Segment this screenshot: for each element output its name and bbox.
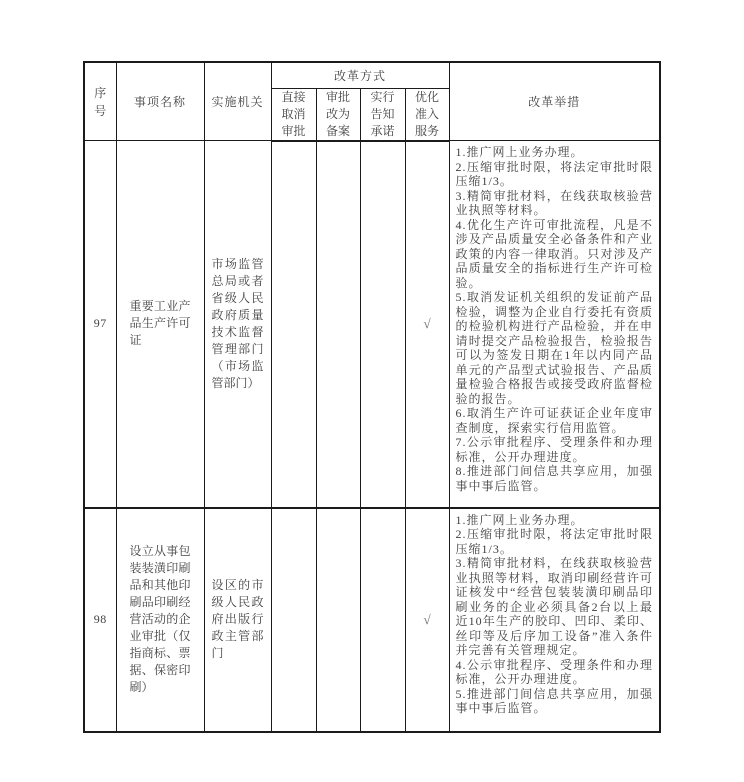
measure-item: 5.推进部门间信息共享应用，加强事中事后监管。 bbox=[455, 686, 654, 715]
header-method-optimize-access: 优化准入服务 bbox=[405, 88, 449, 141]
header-method-to-filing: 审批改为备案 bbox=[316, 88, 360, 141]
measure-item: 2.压缩审批时限，将法定审批时限压缩1/3。 bbox=[455, 527, 654, 556]
header-method-notify-commit: 实行告知承诺 bbox=[360, 88, 405, 141]
header-serial: 序号 bbox=[84, 62, 116, 141]
header-method-direct-cancel: 直接取消审批 bbox=[271, 88, 316, 141]
measure-item: 4.公示审批程序、受理条件和办理标准，公开办理进度。 bbox=[455, 657, 654, 686]
measure-item: 8.推进部门间信息共享应用，加强事中事后监管。 bbox=[455, 464, 654, 493]
table-body bbox=[84, 141, 660, 732]
method-mark-notify-commit bbox=[360, 141, 405, 508]
item-name-cell: 重要工业产品生产许可证 bbox=[116, 141, 204, 508]
header-agency: 实施机关 bbox=[204, 62, 271, 141]
reform-items-table bbox=[83, 61, 661, 733]
method-mark-notify-commit bbox=[360, 508, 405, 732]
measure-item: 4.优化生产许可审批流程，凡是不涉及产品质量安全必备条件和产业政策的内容一律取消。只对涉及产品质量安全的指标进行生产许可检验。 bbox=[455, 217, 654, 290]
method-mark-to-filing bbox=[316, 141, 360, 508]
method-mark-optimize-access checkmark: √ bbox=[405, 508, 449, 732]
header-reform-method-group: 改革方式 bbox=[271, 62, 449, 88]
measure-item: 3.精简审批材料，在线获取核验营业执照等材料。 bbox=[455, 188, 654, 217]
measure-item: 1.推广网上业务办理。 bbox=[455, 512, 584, 527]
serial-cell: 98 bbox=[84, 508, 116, 732]
measure-item: 5.取消发证机关组织的发证前产品检验，调整为企业自行委托有资质的检验机构进行产品检验，并在申请时提交产品检验报告，检验报告可以为签发日期在1年以内同产品单元的产品型式试验报告、产品质量检验合格报告或接受政府监督检验的报告。 bbox=[455, 290, 654, 406]
measure-item: 3.精简审批材料，在线获取核验营业执照等材料，取消印刷经营许可证核发中“经营包装装潢印刷品印刷业务的企业必须具备2台以上最近10年生产的胶印、凹印、柔印、丝印等及后序加工设备”准入条件并完善有关管理规定。 bbox=[455, 556, 654, 657]
method-mark-direct-cancel bbox=[271, 508, 316, 732]
method-mark-to-filing bbox=[316, 508, 360, 732]
method-mark-direct-cancel bbox=[271, 141, 316, 508]
measure-item: 7.公示审批程序、受理条件和办理标准，公开办理进度。 bbox=[455, 435, 654, 464]
header-measures: 改革举措 bbox=[449, 62, 660, 141]
method-mark-optimize-access checkmark: √ bbox=[405, 141, 449, 508]
measures-cell bbox=[449, 141, 660, 508]
serial-cell: 97 bbox=[84, 141, 116, 508]
measures-cell bbox=[449, 508, 660, 732]
header-row-group bbox=[84, 62, 660, 88]
table-row-97 bbox=[84, 141, 660, 508]
measure-item: 2.压缩审批时限，将法定审批时限压缩1/3。 bbox=[455, 159, 654, 188]
agency-cell: 设区的市级人民政府出版行政主管部门 bbox=[204, 508, 271, 732]
measure-item: 6.取消生产许可证获证企业年度审查制度，探索实行信用监管。 bbox=[455, 406, 654, 435]
table-header bbox=[84, 62, 660, 141]
agency-cell: 市场监管总局或者省级人民政府质量技术监督管理部门（市场监管部门） bbox=[204, 141, 271, 508]
item-name-cell: 设立从事包装装潢印刷品和其他印刷品印刷经营活动的企业审批（仅指商标、票据、保密印刷） bbox=[116, 508, 204, 732]
measure-item: 1.推广网上业务办理。 bbox=[455, 145, 584, 159]
table-row-98 bbox=[84, 508, 660, 732]
header-item-name: 事项名称 bbox=[116, 62, 204, 141]
